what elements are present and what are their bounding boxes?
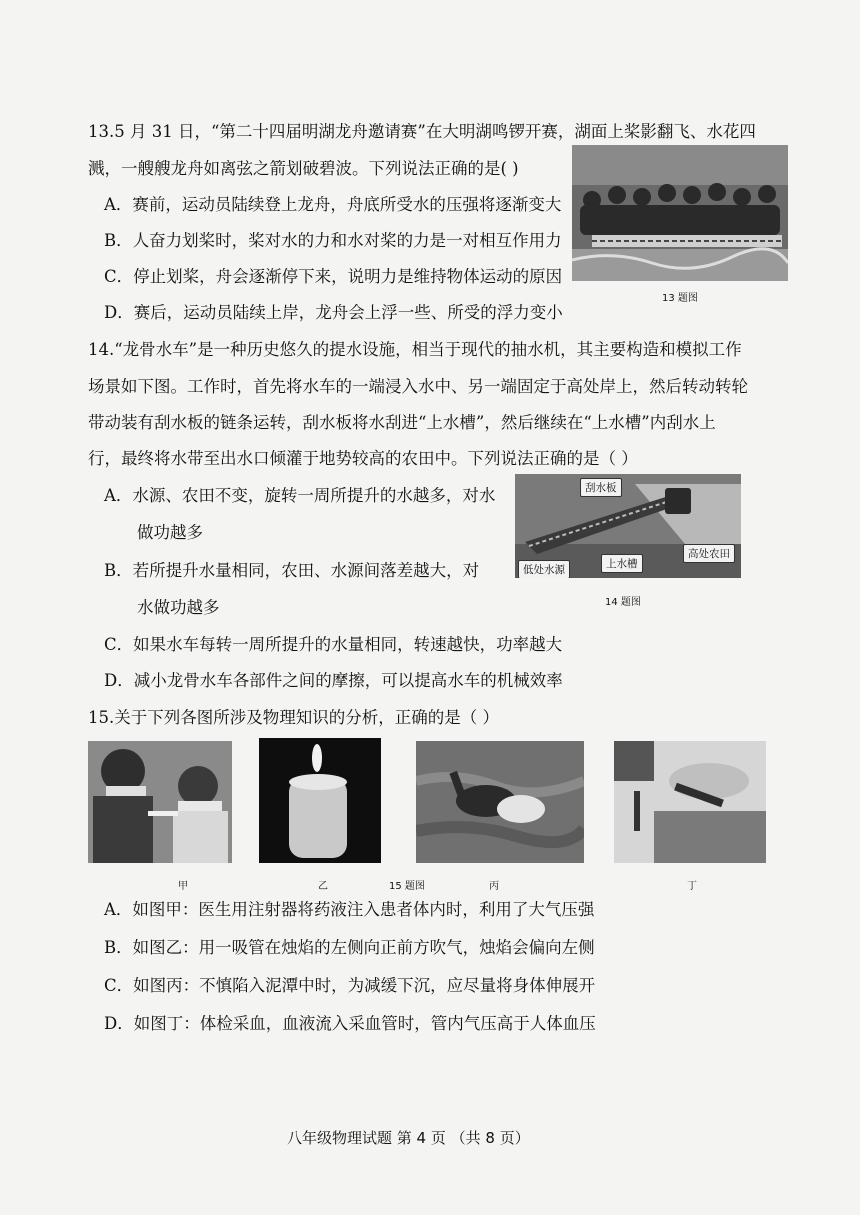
q15-option-c: C．如图丙：不慎陷入泥潭中时，为减缓下沉，应尽量将身体伸展开: [104, 976, 596, 995]
q14-stem-line1: 14.“龙骨水车”是一种历史悠久的提水设施，相当于现代的抽水机，其主要构造和模拟工作: [88, 340, 742, 359]
q13-option-b: B．人奋力划桨时，桨对水的力和水对桨的力是一对相互作用力: [104, 231, 562, 250]
label-low-source: 低处水源: [518, 560, 570, 578]
q15-option-d: D．如图丁：体检采血，血液流入采血管时，管内气压高于人体血压: [104, 1014, 596, 1033]
q14-option-a-line1: A．水源、农田不变，旋转一周所提升的水越多，对水: [104, 486, 496, 505]
figure-jia-injection-photo: [88, 741, 232, 863]
q13-stem-line1: 13.5 月 31 日，“第二十四届明湖龙舟邀请赛”在大明湖鸣锣开赛，湖面上桨影翻飞、水花四: [88, 122, 756, 141]
q14-stem-line2: 场景如下图。工作时，首先将水车的一端浸入水中、另一端固定于高处岸上，然后转动转轮: [88, 377, 748, 396]
q13-option-d: D．赛后，运动员陆续上岸，龙舟会上浮一些、所受的浮力变小: [104, 303, 563, 322]
figure-label-jia: 甲: [178, 881, 188, 892]
q15-figure-caption: 15 题图: [389, 881, 425, 892]
q14-option-c: C．如果水车每转一周所提升的水量相同，转速越快，功率越大: [104, 635, 563, 654]
figure-label-yi: 乙: [318, 881, 328, 892]
label-high-field: 高处农田: [683, 544, 735, 563]
page-footer: 八年级物理试题 第 4 页 （共 8 页）: [287, 1129, 530, 1147]
figure-label-ding: 丁: [687, 881, 697, 892]
dragon-boat-photo: [572, 145, 788, 281]
label-upper-trough: 上水槽: [601, 554, 643, 573]
label-scraper: 刮水板: [580, 478, 622, 497]
q14-stem-line3: 带动装有刮水板的链条运转，刮水板将水刮进“上水槽”，然后继续在“上水槽”内刮水上: [88, 413, 716, 432]
dragon-bone-waterwheel-photo: [515, 474, 741, 578]
figure-label-bing: 丙: [489, 881, 499, 892]
q14-stem-line4: 行，最终将水带至出水口倾灌于地势较高的农田中。下列说法正确的是（ ）: [88, 449, 638, 468]
figure-yi-candle-photo: [259, 738, 381, 863]
q13-option-a: A．赛前，运动员陆续登上龙舟，舟底所受水的压强将逐渐变大: [104, 195, 562, 214]
q14-option-b-line2: 水做功越多: [137, 598, 220, 617]
q14-figure-caption: 14 题图: [605, 597, 641, 608]
q15-option-b: B．如图乙：用一吸管在烛焰的左侧向正前方吹气，烛焰会偏向左侧: [104, 938, 595, 957]
q15-stem: 15.关于下列各图所涉及物理知识的分析，正确的是（ ）: [88, 708, 499, 727]
q14-option-b-line1: B．若所提升水量相同，农田、水源间落差越大，对: [104, 561, 480, 580]
q13-figure-caption: 13 题图: [662, 293, 698, 304]
q14-option-a-line2: 做功越多: [137, 523, 203, 542]
figure-bing-mud-photo: [416, 741, 584, 863]
q15-option-a: A．如图甲：医生用注射器将药液注入患者体内时，利用了大气压强: [104, 900, 595, 919]
q13-stem-line2: 溅，一艘艘龙舟如离弦之箭划破碧波。下列说法正确的是( ): [88, 159, 519, 178]
q13-option-c: C．停止划桨，舟会逐渐停下来，说明力是维持物体运动的原因: [104, 267, 563, 286]
figure-ding-blood-draw-photo: [614, 741, 766, 863]
q14-option-d: D．减小龙骨水车各部件之间的摩擦，可以提高水车的机械效率: [104, 671, 563, 690]
